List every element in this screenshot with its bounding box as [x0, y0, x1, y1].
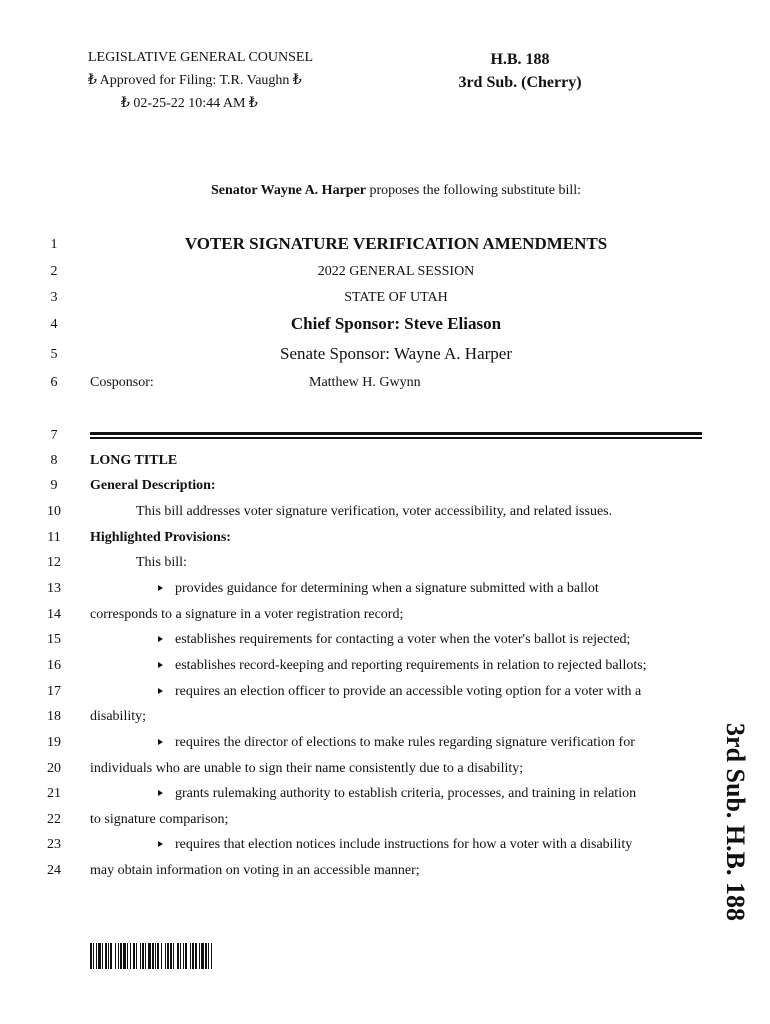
header-counsel-block [88, 46, 338, 115]
provision-continuation: to signature comparison; [90, 812, 229, 827]
line-number: 18 [47, 709, 61, 724]
provision-text: grants rulemaking authority to establish criteria, processes, and training in relation [175, 786, 637, 801]
barcode-icon [90, 943, 284, 969]
bill-number: H.B. 188 [490, 51, 550, 68]
line-number: 17 [47, 684, 61, 699]
double-rule-top [90, 432, 702, 435]
line-number: 14 [47, 607, 61, 622]
line-number: 21 [47, 786, 61, 801]
provision-continuation: individuals who are unable to sign their name consistently due to a disability; [90, 761, 524, 776]
bullet-icon [158, 739, 163, 745]
state-line: STATE OF UTAH [344, 290, 448, 305]
line-number: 16 [47, 658, 61, 673]
provision-continuation: may obtain information on voting in an accessible manner; [90, 863, 420, 878]
line-number: 13 [47, 581, 61, 596]
long-title-heading: LONG TITLE [90, 453, 178, 468]
line-number: 3 [50, 290, 58, 305]
chief-sponsor: Chief Sponsor: Steve Eliason [290, 314, 502, 333]
line-number: 2 [50, 264, 58, 279]
side-bill-label: 3rd Sub. H.B. 188 [721, 723, 750, 921]
provision-text: requires an election officer to provide an accessible voting option for a voter with a [175, 684, 642, 699]
provision-item [90, 631, 770, 649]
line-number: 20 [47, 761, 61, 776]
provision-item [90, 580, 770, 598]
provision-continuation: disability; [90, 709, 146, 724]
bullet-icon [158, 688, 163, 694]
line-number: 1 [50, 237, 58, 252]
line-number: 11 [47, 530, 61, 545]
bullet-icon [158, 636, 163, 642]
line-number: 23 [47, 837, 61, 852]
line-number: 24 [47, 863, 61, 878]
counsel-label: LEGISLATIVE GENERAL COUNSEL [88, 50, 314, 65]
substitute-label: 3rd Sub. (Cherry) [458, 74, 582, 91]
line-number: 6 [50, 375, 58, 390]
cosponsor-name: Matthew H. Gwynn [309, 375, 421, 390]
highlighted-provisions-heading: Highlighted Provisions: [90, 530, 231, 545]
line-number: 9 [50, 478, 58, 493]
provision-item [90, 836, 770, 854]
bullet-icon [158, 790, 163, 796]
bullet-icon [158, 662, 163, 668]
double-rule-bottom [90, 437, 702, 439]
senate-sponsor: Senate Sponsor: Wayne A. Harper [279, 344, 512, 363]
line-number: 22 [47, 812, 61, 827]
line-number: 15 [47, 632, 61, 647]
provision-continuation: corresponds to a signature in a voter registration record; [90, 607, 404, 622]
cosponsor-label: Cosponsor: [90, 375, 154, 390]
provision-text: provides guidance for determining when a signature submitted with a ballot [175, 581, 599, 596]
provision-item [90, 657, 770, 675]
proposal-text: proposes the following substitute bill: [366, 183, 582, 198]
line-number: 7 [50, 428, 58, 443]
line-number: 10 [47, 504, 61, 519]
approval-datetime: ₺ 02-25-22 10:44 AM ₺ [121, 96, 258, 111]
provision-item [90, 785, 770, 803]
line-number: 4 [50, 317, 58, 332]
cosponsor-row [90, 374, 702, 392]
provision-text: requires the director of elections to make rules regarding signature verification for [175, 735, 635, 750]
session-line: 2022 GENERAL SESSION [317, 264, 475, 279]
provision-text: establishes requirements for contacting a voter when the voter's ballot is rejected; [175, 632, 631, 647]
general-description-heading: General Description: [90, 478, 216, 493]
proposal-line [0, 183, 770, 199]
line-number: 5 [50, 347, 58, 362]
line-number: 19 [47, 735, 61, 750]
provision-text: requires that election notices include instructions for how a voter with a disability [175, 837, 633, 852]
line-number: 8 [50, 453, 58, 468]
bill-title: VOTER SIGNATURE VERIFICATION AMENDMENTS [184, 234, 608, 253]
provision-item [90, 734, 770, 752]
line-number: 12 [47, 555, 61, 570]
approval-line: ₺ Approved for Filing: T.R. Vaughn ₺ [88, 73, 302, 88]
bill-id-block [440, 48, 600, 94]
provision-item [90, 683, 770, 701]
bullet-icon [158, 841, 163, 847]
bullet-icon [158, 585, 163, 591]
proposal-sponsor: Senator Wayne A. Harper [210, 183, 366, 198]
description-text: This bill addresses voter signature verification, voter accessibility, and related issues. [136, 504, 613, 519]
provisions-intro: This bill: [136, 555, 187, 570]
provision-text: establishes record-keeping and reporting requirements in relation to rejected ballots; [175, 658, 647, 673]
